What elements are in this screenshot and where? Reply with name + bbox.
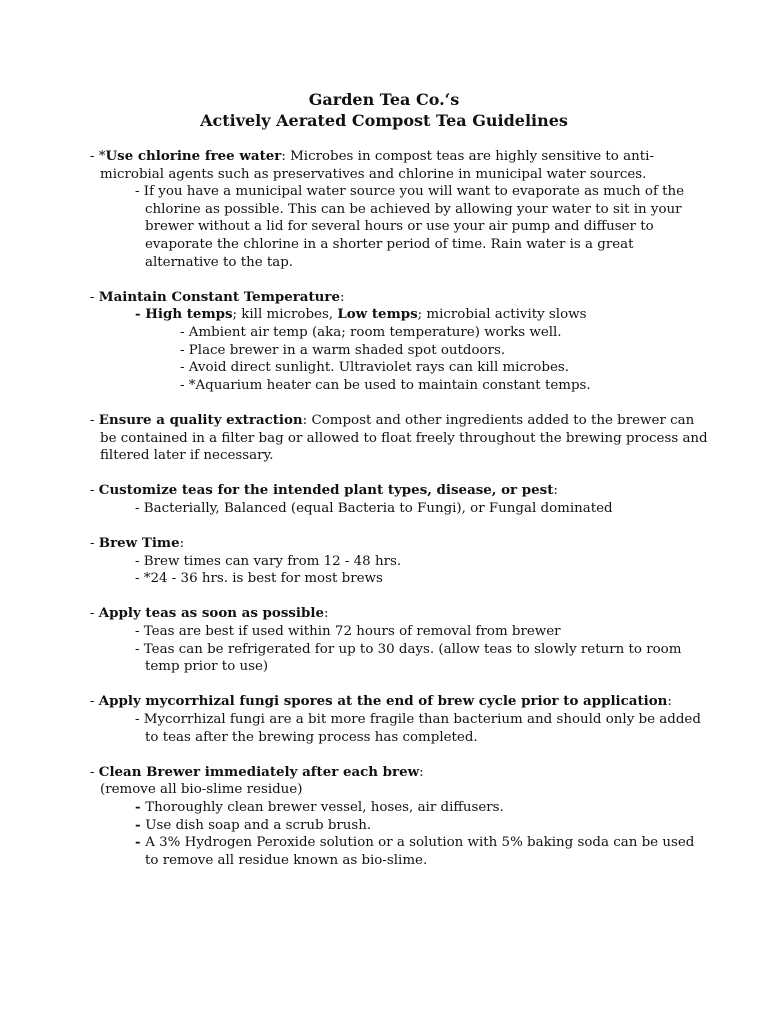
- section-heading: - Customize teas for the intended plant types, disease, or pest:: [90, 482, 558, 499]
- section-heading: - Ensure a quality extraction: Compost and other ingredients added to the brewer can be contained in a filter bag or allowed to float freely throughout the brewing process and filtered later if necessary.: [90, 411, 708, 464]
- section-subheading: (remove all bio-slime residue): [100, 782, 303, 798]
- list-item: - A 3% Hydrogen Peroxide solution or a solution with 5% baking soda can be used to remove all residue known as bio-slime.: [135, 834, 695, 868]
- section-mycorrhizal: [90, 693, 710, 746]
- list-item: - *Aquarium heater can be used to maintain constant temps.: [180, 377, 591, 393]
- list-item: - *24 - 36 hrs. is best for most brews: [135, 571, 383, 587]
- list-item: - Bacterially, Balanced (equal Bacteria to Fungi), or Fungal dominated: [135, 500, 613, 516]
- section-heading: - Brew Time:: [90, 535, 185, 552]
- list-item: - Thoroughly clean brewer vessel, hoses, air diffusers.: [135, 798, 504, 815]
- list-item: - High temps; kill microbes, Low temps; microbial activity slows: [135, 306, 587, 323]
- section-heading: - Apply teas as soon as possible:: [90, 605, 329, 622]
- list-item: - Brew times can vary from 12 - 48 hrs.: [135, 553, 402, 569]
- section-brew-time: [90, 535, 710, 588]
- list-item: - If you have a municipal water source you will want to evaporate as much of the chlorine as possible. This can be achieved by allowing your water to sit in your brewer without a lid for several hours or use your air pump and diffuser to evaporate the chlorine in a shorter period of time. Rain water is a great alternative to the tap.: [135, 184, 685, 270]
- section-heading: - *Use chlorine free water: Microbes in compost teas are highly sensitive to anti-microbial agents such as preservatives and chlorine in municipal water sources.: [90, 148, 654, 182]
- list-item: - Teas can be refrigerated for up to 30 days. (allow teas to slowly return to room temp prior to use): [135, 641, 682, 675]
- list-item: - Place brewer in a warm shaded spot outdoors.: [180, 342, 506, 358]
- guidelines-body: [90, 148, 710, 887]
- section-heading: - Apply mycorrhizal fungi spores at the end of brew cycle prior to application:: [90, 693, 672, 710]
- section-clean-brewer: [90, 764, 710, 870]
- list-item: - Mycorrhizal fungi are a bit more fragile than bacterium and should only be added to teas after the brewing process has completed.: [135, 712, 701, 745]
- list-item: - Ambient air temp (aka; room temperature) works well.: [180, 324, 562, 340]
- section-heading: - Clean Brewer immediately after each brew:: [90, 763, 424, 780]
- section-chlorine: [90, 148, 710, 271]
- section-extraction: [90, 412, 710, 465]
- list-item: - Avoid direct sunlight. Ultraviolet rays can kill microbes.: [180, 360, 570, 376]
- company-title: Garden Tea Co.‘s: [308, 90, 460, 109]
- section-heading: - Maintain Constant Temperature:: [90, 288, 345, 305]
- list-item: - Use dish soap and a scrub brush.: [135, 816, 372, 833]
- section-customize: [90, 482, 710, 517]
- document-header: [0, 89, 768, 131]
- guidelines-title: Actively Aerated Compost Tea Guidelines: [200, 111, 568, 130]
- list-item: - Teas are best if used within 72 hours of removal from brewer: [135, 624, 561, 640]
- section-temperature: [90, 289, 710, 395]
- section-apply-teas: [90, 605, 710, 675]
